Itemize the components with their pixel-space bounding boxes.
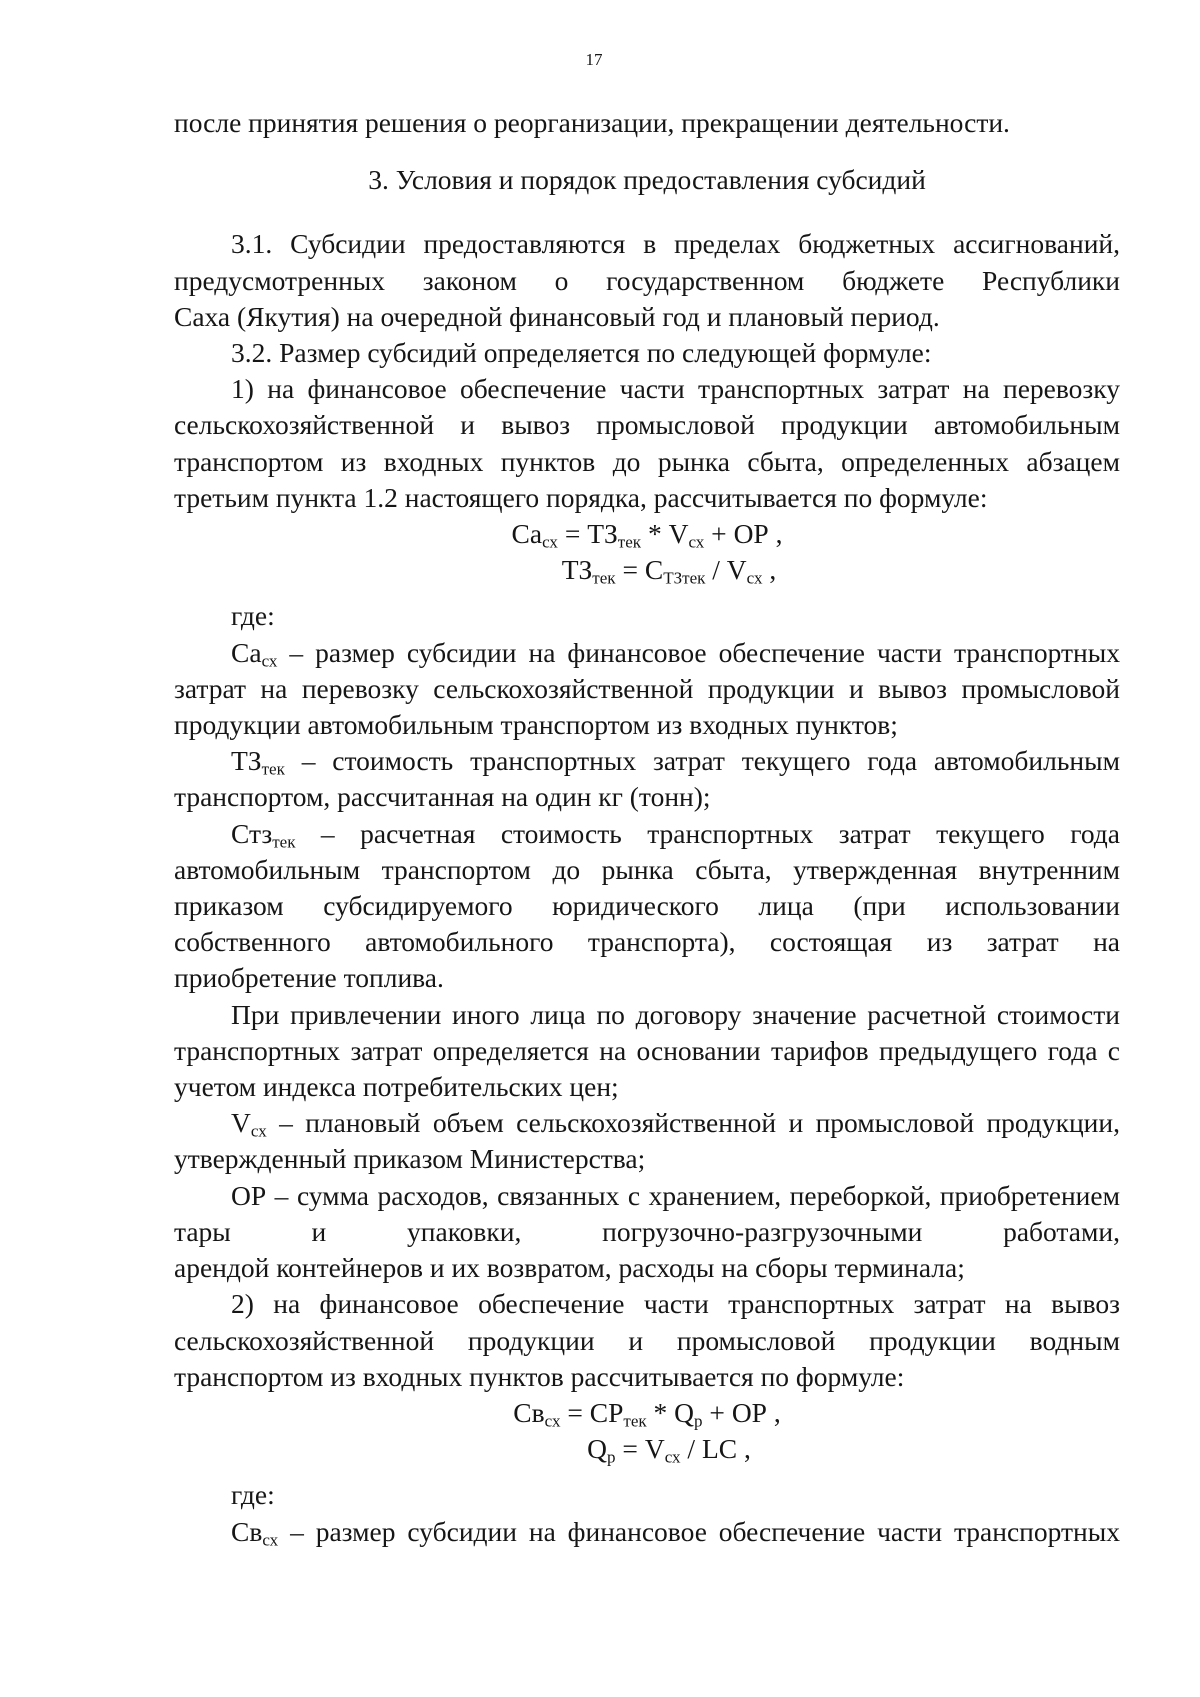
paragraph-item-1: 1) на финансовое обеспечение части транспортных затрат на перевозку сельскохозяйственной и вывоз промысловой продукции автомобильным транспортом из входных пунктов до рынка сбыта, определенных абзацем xyxy=(174,373,1120,477)
definition-tz: $ТЗ_{тек}$ – стоимость транспортных затрат текущего года автомобильным xyxy=(231,745,1120,779)
definition-v-end: утвержденный приказом Министерства; xyxy=(174,1143,646,1175)
page-number: 17 xyxy=(585,50,603,69)
definition-op-end: арендой контейнеров и их возвратом, расходы на сборы терминала; xyxy=(174,1252,965,1284)
paragraph-3-1-end: Саха (Якутия) на очередной финансовый год и плановый период. xyxy=(174,300,940,332)
paragraph-continuation: после принятия решения о реорганизации, прекращении деятельности. xyxy=(174,107,1010,138)
definition-tz-end: транспортом, рассчитанная на один кг (тонн); xyxy=(174,781,711,813)
definition-op: ОР – сумма расходов, связанных с хранением, переборкой, приобретением тары и упаковки, погрузочно-разгрузочными работами, xyxy=(174,1179,1120,1247)
formula-tz: $ТЗ_{тек} = С_{ТЗтек} / V_{сх}$ , xyxy=(561,554,777,588)
where-label-2: где: xyxy=(231,1479,275,1511)
paragraph-3-1: 3.1. Субсидии предоставляются в пределах бюджетных ассигнований, предусмотренных законом о государственном бюджете Республики xyxy=(174,228,1120,296)
paragraph-item-2: 2) на финансовое обеспечение части транспортных затрат на вывоз сельскохозяйственной продукции и промысловой продукции водным xyxy=(174,1288,1120,1356)
paragraph-other-party: При привлечении иного лица по договору значение расчетной стоимости транспортных затрат определяется на основании тарифов предыдущего года с учетом индекса потребительских цен; xyxy=(174,998,1120,1103)
paragraph-item-1-end: третьим пункта 1.2 настоящего порядка, рассчитывается по формуле: xyxy=(174,481,988,513)
formula-q: $Q_р = V_{сх}$ / LC , xyxy=(587,1433,751,1467)
definition-ctz-end: приобретение топлива. xyxy=(174,962,444,994)
paragraph-item-2-end: транспортом из входных пунктов рассчитывается по формуле: xyxy=(174,1360,905,1392)
definition-cv: $Св_{сх}$ – размер субсидии на финансовое обеспечение части транспортных xyxy=(231,1515,1120,1549)
definition-v: $V_{сх}$ – плановый объем сельскохозяйственной и промысловой продукции, xyxy=(231,1107,1120,1141)
where-label: где: xyxy=(231,600,275,632)
document-body xyxy=(174,105,1120,1550)
definition-ca: $Са_{сх}$ – размер субсидии на финансовое обеспечение части транспортных затрат на перевозку сельскохозяйственной продукции и вывоз промысловой продукции автомобильным транспортом из входных пунктов; xyxy=(174,636,1120,741)
section-heading: 3. Условия и порядок предоставления субсидий xyxy=(368,164,926,196)
paragraph-3-2: 3.2. Размер субсидий определяется по следующей формуле: xyxy=(231,337,932,369)
formula-ca: $Са_{сх} = ТЗ_{тек} * V_{сх}$ + ОР , xyxy=(511,518,783,552)
definition-ctz: Стз$_{тек}$ – расчетная стоимость транспортных затрат текущего года автомобильным транспортом до рынка сбыта, утвержденная внутренним приказом субсидируемого юридического лица (при использовании собственного автомобильного транспорта), состоящая из затрат на xyxy=(174,817,1120,958)
formula-cv: $Св_{сх} = СР_{тек} * Q_р$ + ОР , xyxy=(513,1396,781,1431)
